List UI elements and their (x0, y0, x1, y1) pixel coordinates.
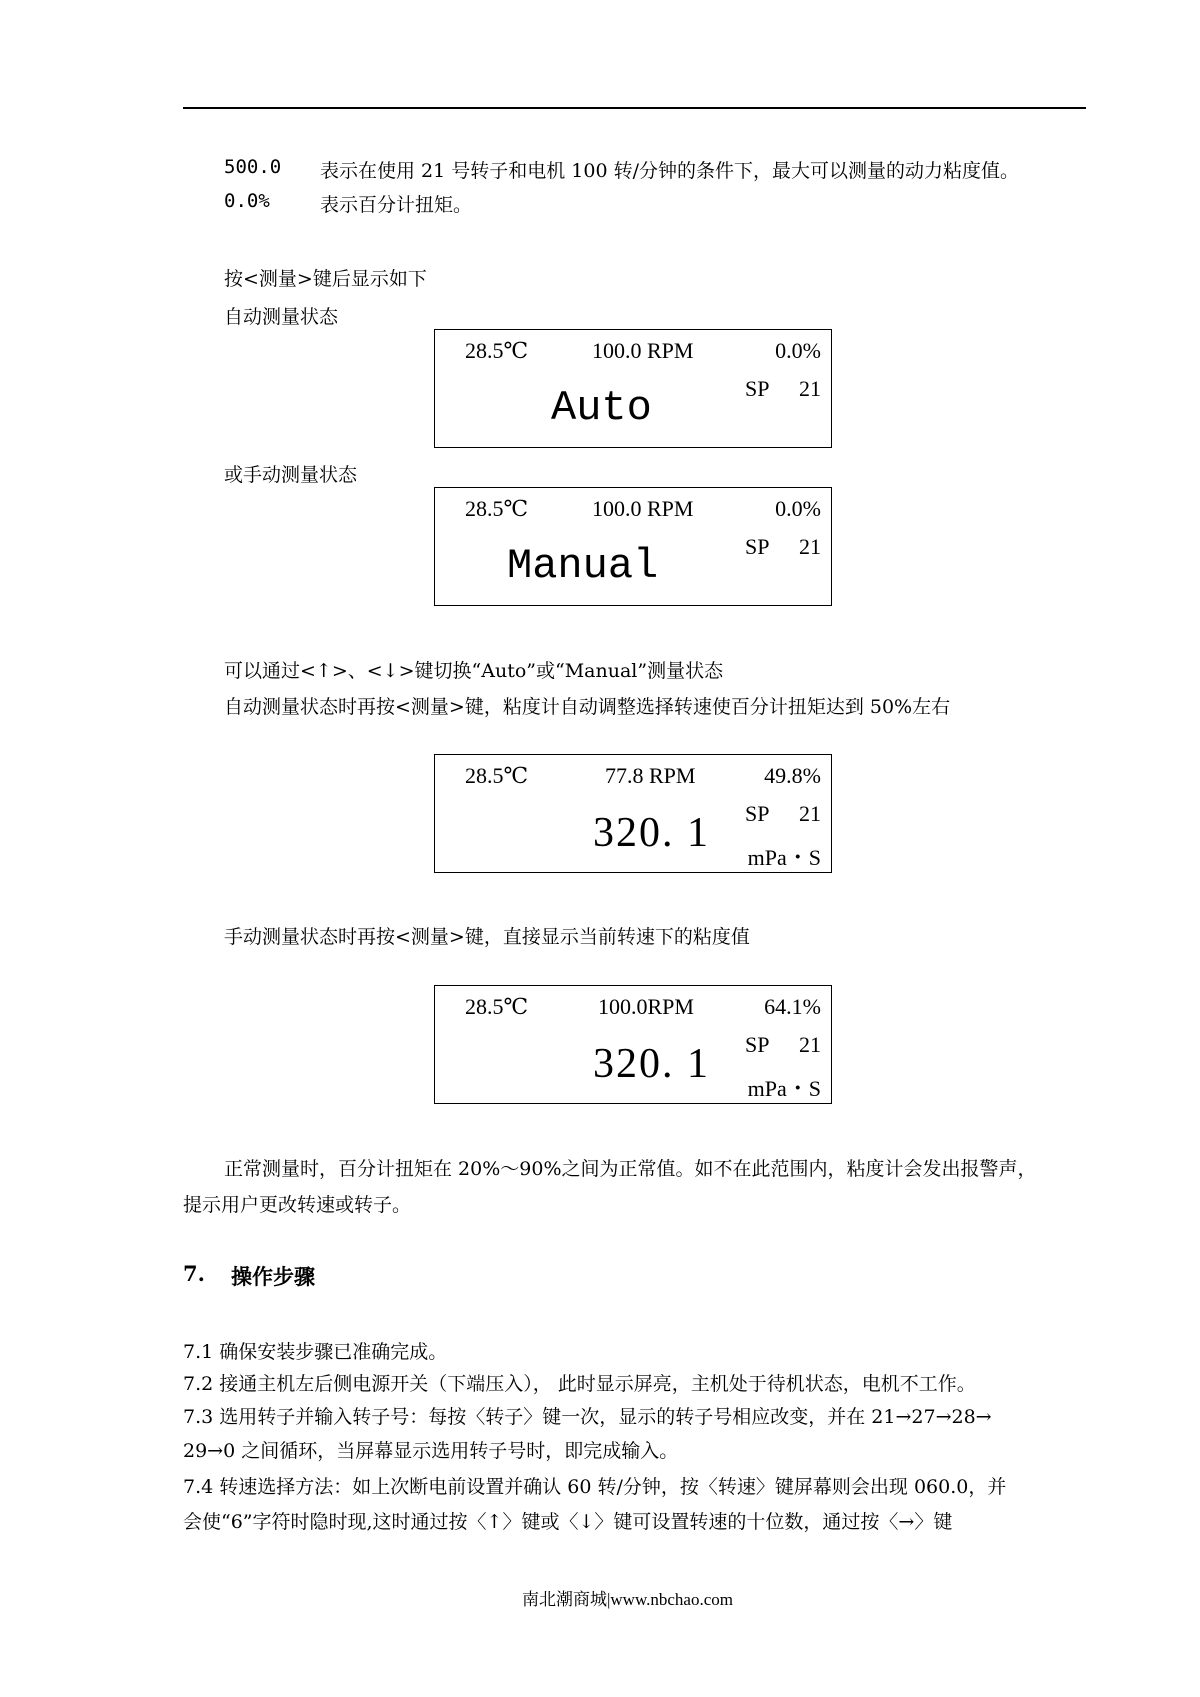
lcd-display-manual (434, 487, 832, 606)
intro-text-500: 表示在使用 21 号转子和电机 100 转/分钟的条件下，最大可以测量的动力粘度值。 (320, 160, 1020, 182)
lcd-rpm: 77.8 RPM (605, 763, 696, 788)
manual-again-text: 手动测量状态时再按<测量>键，直接显示当前转速下的粘度值 (224, 926, 750, 948)
lcd-viscosity-value: 320. 1 (593, 1041, 710, 1087)
lcd-rpm: 100.0 RPM (592, 338, 694, 363)
step-7-2: 7.2 接通主机左后侧电源开关（下端压入）， 此时显示屏亮，主机处于待机状态，电机不工作。 (183, 1373, 976, 1395)
lcd-torque: 64.1% (764, 994, 821, 1019)
lcd-temp: 28.5℃ (465, 763, 529, 788)
step-7-3-line2: 29→0 之间循环，当屏幕显示选用转子号时，即完成输入。 (183, 1440, 679, 1462)
step-7-4-line2: 会使“6”字符时隐时现,这时通过按〈↑〉键或〈↓〉键可设置转速的十位数，通过按〈→〉键 (183, 1511, 953, 1533)
lcd-torque: 0.0% (775, 496, 821, 521)
lcd-display-manual-result (434, 985, 832, 1104)
intro-value-500: 500.0 (224, 156, 282, 178)
lcd-sp-number: 21 (799, 1032, 821, 1057)
lcd-unit: mPa・S (747, 1076, 821, 1101)
footer-site-link[interactable]: 南北潮商城|www.nbchao.com (522, 1590, 733, 1609)
section-number: 7. (183, 1261, 205, 1286)
lcd-sp: SP (745, 801, 770, 826)
lcd-sp-number: 21 (799, 376, 821, 401)
lcd-torque: 0.0% (775, 338, 821, 363)
step-7-3-line1: 7.3 选用转子并输入转子号：每按〈转子〉键一次，显示的转子号相应改变，并在 21→27→28→ (183, 1406, 992, 1428)
press-measure-text: 按<测量>键后显示如下 (224, 268, 427, 290)
lcd-sp: SP (745, 1032, 770, 1057)
header-rule (183, 107, 1086, 109)
lcd-display-auto (434, 329, 832, 448)
normal-range-text-1: 正常测量时，百分计扭矩在 20%～90%之间为正常值。如不在此范围内，粘度计会发出报警声， (224, 1158, 1037, 1180)
lcd-display-auto-result (434, 754, 832, 873)
lcd-unit: mPa・S (747, 845, 821, 870)
intro-text-torque: 表示百分计扭矩。 (320, 194, 473, 216)
lcd-torque: 49.8% (764, 763, 821, 788)
lcd-main-auto: Auto (551, 384, 652, 432)
lcd-sp-number: 21 (799, 534, 821, 559)
lcd-sp: SP (745, 376, 770, 401)
lcd-temp: 28.5℃ (465, 994, 529, 1019)
lcd-temp: 28.5℃ (465, 496, 529, 521)
auto-again-text: 自动测量状态时再按<测量>键，粘度计自动调整选择转速使百分计扭矩达到 50%左右 (224, 696, 951, 718)
step-7-4-line1: 7.4 转速选择方法：如上次断电前设置并确认 60 转/分钟，按〈转速〉键屏幕则会出现 060.0，并 (183, 1476, 1007, 1498)
lcd-rpm: 100.0RPM (598, 994, 694, 1019)
intro-value-torque: 0.0% (224, 190, 270, 212)
auto-state-label: 自动测量状态 (224, 306, 339, 328)
normal-range-text-2: 提示用户更改转速或转子。 (183, 1194, 412, 1216)
switch-state-text: 可以通过<↑>、<↓>键切换“Auto”或“Manual”测量状态 (224, 660, 724, 682)
section-title: 操作步骤 (231, 1264, 315, 1289)
lcd-temp: 28.5℃ (465, 338, 529, 363)
lcd-rpm: 100.0 RPM (592, 496, 694, 521)
lcd-main-manual: Manual (507, 542, 659, 590)
lcd-sp: SP (745, 534, 770, 559)
step-7-1: 7.1 确保安装步骤已准确完成。 (183, 1341, 448, 1363)
manual-state-label: 或手动测量状态 (224, 464, 358, 486)
lcd-sp-number: 21 (799, 801, 821, 826)
lcd-viscosity-value: 320. 1 (593, 810, 710, 856)
